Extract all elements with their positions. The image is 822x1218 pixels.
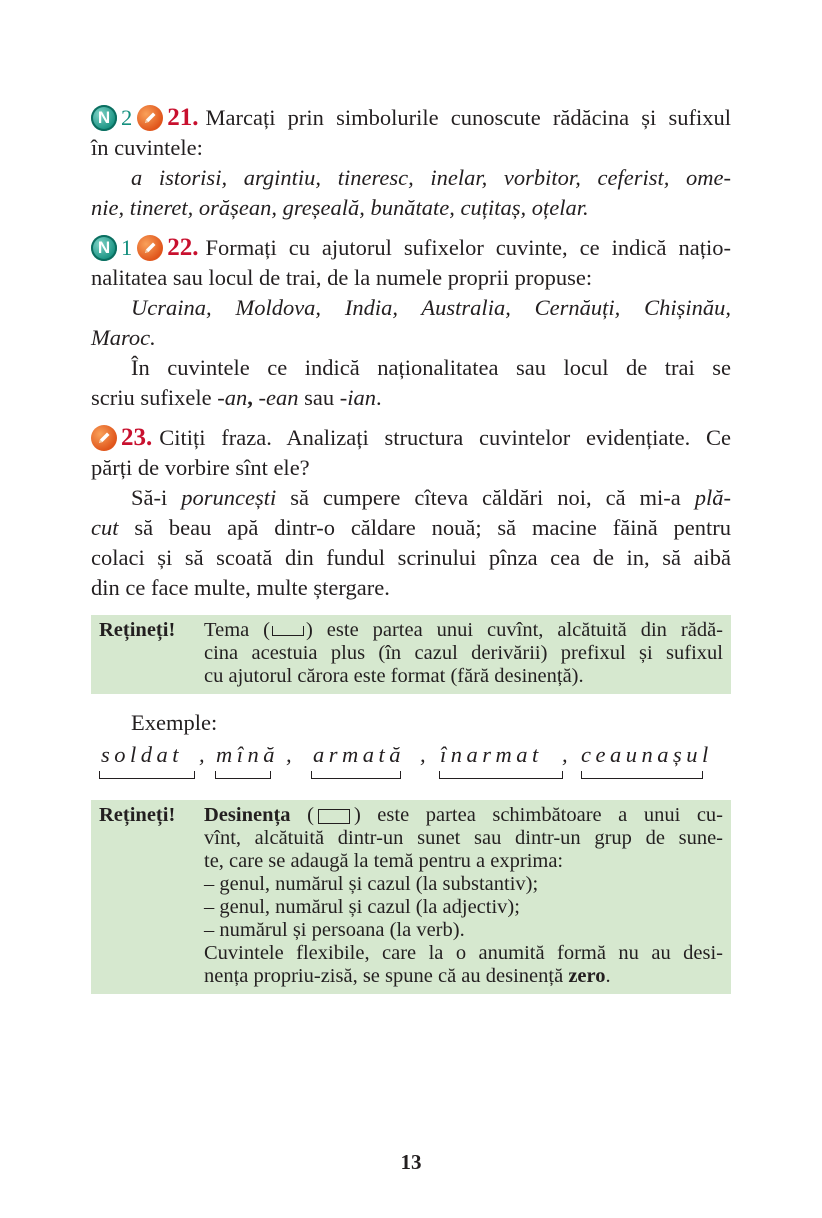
stem-bracket-icon bbox=[311, 771, 401, 779]
stem-symbol-icon bbox=[272, 626, 304, 636]
page-number: 13 bbox=[400, 1150, 422, 1174]
example-word: ceaunașul bbox=[581, 742, 713, 767]
remember-label: Rețineți! bbox=[99, 619, 176, 641]
n-badge-icon: N bbox=[91, 105, 117, 131]
difficulty-level: 2 bbox=[121, 105, 133, 130]
exercise-instruction-cont: nalitatea sau locul de trai, de la numele proprii propuse: bbox=[91, 265, 593, 290]
exercise-instruction: Marcați prin simbolurile cunoscute rădăcina și sufixul bbox=[205, 105, 731, 130]
stem-bracket-icon bbox=[581, 771, 703, 779]
literary-excerpt-cont: cut să beau apă dintr-o căldare nouă; să macine făină pentru bbox=[91, 515, 731, 540]
literary-excerpt: Să-i poruncești să cumpere cîteva căldări noi, că mi-a plă- bbox=[131, 485, 731, 510]
remember-label: Rețineți! bbox=[99, 804, 176, 826]
suffix-ean: -ean bbox=[258, 385, 299, 410]
exercise-22-header bbox=[91, 233, 731, 263]
example-word: înarmat bbox=[440, 742, 543, 767]
highlighted-word: poruncești bbox=[181, 485, 277, 510]
stem-bracket-icon bbox=[439, 771, 563, 779]
exercise-instruction: Formați cu ajutorul sufixelor cuvinte, ce indică națio- bbox=[205, 235, 731, 260]
n-badge-icon: N bbox=[91, 235, 117, 261]
remember-box-stem bbox=[91, 615, 731, 694]
rule-text-cont: scriu sufixele -an, -ean sau -ian. bbox=[91, 385, 382, 410]
exercise-instruction: Citiți fraza. Analizați structura cuvintelor evidențiate. Ce bbox=[159, 425, 731, 450]
exercise-number: 23. bbox=[121, 424, 153, 451]
exercise-number: 21. bbox=[167, 104, 199, 131]
ending-symbol-icon bbox=[318, 809, 350, 824]
example-word: armată bbox=[313, 742, 406, 767]
suffix-an: -an bbox=[217, 385, 248, 410]
stem-bracket-icon bbox=[215, 771, 271, 779]
stem-bracket-icon bbox=[99, 771, 195, 779]
exercise-instruction-cont: în cuvintele: bbox=[91, 135, 203, 160]
rule-text: În cuvintele ce indică naționalitatea sau locul de trai se bbox=[131, 355, 731, 380]
word-list: a istorisi, argintiu, tineresc, inelar, vorbitor, ceferist, ome- bbox=[131, 165, 731, 190]
proper-names-list-cont: Maroc. bbox=[91, 325, 156, 350]
remember-box-ending bbox=[91, 800, 731, 994]
exercise-21-header bbox=[91, 103, 731, 133]
exercise-instruction-cont: părți de vorbire sînt ele? bbox=[91, 455, 310, 480]
example-word: soldat bbox=[101, 742, 184, 767]
highlighted-word-cont: cut bbox=[91, 515, 119, 540]
examples-title: Exemple: bbox=[131, 710, 218, 735]
example-words: soldat , mînă , armată , înarmat , ceaunașul bbox=[91, 740, 731, 780]
literary-excerpt-cont: colaci și să scoată din fundul scrinului pînza cea de in, să aibă bbox=[91, 545, 731, 570]
literary-excerpt-cont: din ce face multe, multe ștergare. bbox=[91, 575, 390, 600]
pencil-icon bbox=[137, 235, 163, 261]
exercise-23-header bbox=[91, 423, 731, 453]
proper-names-list: Ucraina, Moldova, India, Australia, Cernăuți, Chișinău, bbox=[131, 295, 731, 320]
page-content bbox=[91, 103, 731, 994]
word-list-cont: nie, tineret, orășean, greșeală, bunătate, cuțitaș, oțelar. bbox=[91, 195, 589, 220]
example-word: mînă bbox=[216, 742, 279, 767]
remember-text: Desinența ( ) este partea schimbătoare a unui cu- vînt, alcătuită dintr-un sunet sau dintr-un grup de sune- te, care se adaugă la temă pentru a exprima: – genul, numărul și cazul (la substantiv); – genul, numărul și cazul (la adjectiv); – numărul și persoana (la verb). Cuvintele flexibile, care la o anumită formă nu au desi- nența propriu-zisă, se spune că au desinență zero. bbox=[204, 804, 723, 987]
term-desinenta: Desinența bbox=[204, 804, 291, 826]
pencil-icon bbox=[91, 425, 117, 451]
remember-text: Tema ( ) este partea unui cuvînt, alcătuită din rădă- cina acestuia plus (în cazul derivării) prefixul și sufixul cu ajutorul cărora este format (fără desinență). bbox=[204, 619, 723, 687]
difficulty-level: 1 bbox=[121, 235, 133, 260]
highlighted-word: plă- bbox=[694, 485, 731, 510]
pencil-icon bbox=[137, 105, 163, 131]
exercise-number: 22. bbox=[167, 234, 199, 261]
suffix-ian: -ian bbox=[339, 385, 376, 410]
